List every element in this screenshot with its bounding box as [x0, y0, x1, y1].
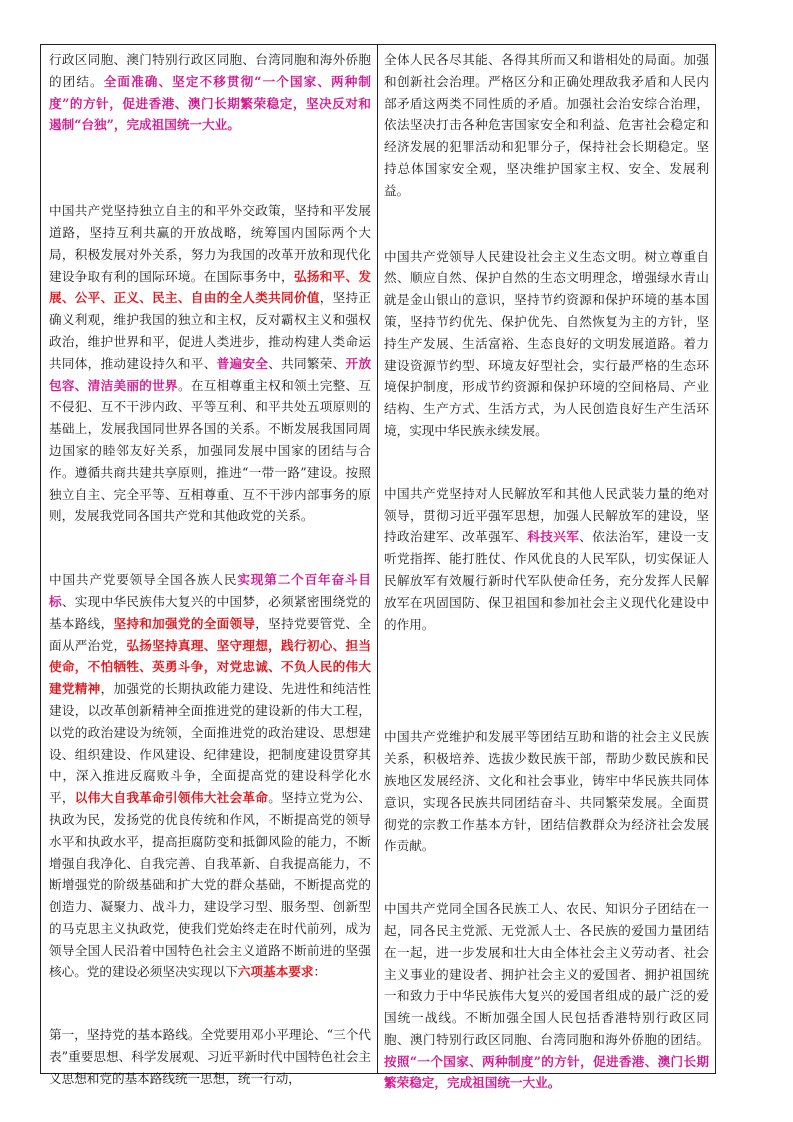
highlighted-text: 坚持和加强党的全面领导 — [113, 615, 256, 631]
paragraph — [49, 49, 371, 136]
paragraph — [384, 246, 709, 442]
highlighted-text: 科技兴军 — [527, 529, 580, 545]
highlighted-text: 按照“一个国家、两种制度”的方针，促进香港、澳门长期繁荣稳定，完成祖国统一大业。 — [384, 1053, 709, 1091]
paragraph — [49, 569, 371, 983]
highlighted-text: 普遍安全 — [216, 355, 269, 371]
body-text: 。在互相尊重主权和领土完整、互不侵犯、互不干涉内政、平等互利、和平共处五项原则的基础上，发展我国同世界各国的关系。不断发展我国同周边国家的睦邻友好关系，加强同发展中国家的团结与合作。遵循共商共建共享原则，推进“一带一路”建设。按照独立自主、完全平等、互相尊重、互不干涉内部事务的原则，发展我党同各国共产党和其他政党的关系。 — [49, 377, 372, 524]
highlighted-text: 全面准确、坚定不移贯彻“一个国家、两种制度”的方针，促进香港、澳门长期繁荣稳定，坚决反对和遏制“台独”，完成祖国统一大业。 — [49, 73, 372, 133]
highlighted-text: 的世界 — [139, 377, 178, 393]
body-text: 中国共产党坚持独立自主的和平外交政策，坚持和平发展道路，坚持互利共赢的开放战略，统筹国内国际两个大局，积极发展对外关系，努力为我国的改革开放和现代化建设争取有利的国际环境。在国际事务中， — [49, 203, 371, 284]
highlighted-text: 六项基本要求 — [237, 964, 314, 980]
body-text: 行政区同胞、澳门特别行政区同胞、台湾同胞和海外侨胞的团结。 — [49, 52, 371, 89]
document-two-column-table — [40, 44, 716, 1091]
body-text: ，坚持正确义利观，维护我国的独立和主权，反对霸权主义和强权政治，维护世界和平，促进人类进步，推动构建人类命运共同体，推动建设持久和平、 — [49, 290, 372, 371]
body-text: 、实现中华民族伟大复兴的中国梦，必须紧密围绕党的基本路线， — [49, 593, 372, 631]
body-text: ： — [313, 964, 327, 980]
paragraph — [384, 483, 709, 636]
paragraph — [384, 898, 709, 1094]
body-text: 中国共产党同全国各民族工人、农民、知识分子团结在一起，同各民主党派、无党派人士、各民族的爱国力量团结在一起，进一步发展和壮大由全体社会主义劳动者、社会主义事业的建设者、拥护社会主义的爱国者、拥护祖国统一和致力于中华民族伟大复兴的爱国者组成的最广泛的爱国统一战线。不断加强全国人民包括香港特别行政区同胞、澳门特别行政区同胞、台湾同胞和海外侨胞的团结。 — [384, 901, 709, 1047]
left-column — [41, 45, 378, 1086]
body-text: ，坚持党要管党、全面从严治党， — [49, 615, 372, 653]
spacer — [49, 136, 371, 200]
highlighted-text: 弘扬和平、发展、公平、正义、民主、自由的全人类共同价值 — [49, 268, 372, 306]
highlighted-text: 实现第二个百年奋斗目标 — [49, 572, 372, 609]
paragraph — [384, 49, 709, 202]
spacer — [384, 635, 709, 726]
paragraph — [384, 726, 709, 857]
body-text: 、依法治军，建设一支听党指挥、能打胜仗、作风优良的人民军队，切实保证人民解放军有效履行新时代军队使命任务，充分发挥人民解放军在巩固国防、保卫祖国和参加社会主义现代化建设中的作用。 — [384, 529, 710, 632]
highlighted-text: 开放包容、清洁美丽 — [49, 355, 372, 393]
body-text: 。坚持立党为公、执政为民，发扬党的优良传统和作风，不断提高党的领导水平和执政水平，提高拒腐防变和抵御风险的能力，不断增强自我净化、自我完善、自我革新、自我提高能力，不断增强党的阶级基础和扩大党的群众基础，不断提高党的创造力、凝聚力、战斗力，建设学习型、服务型、创新型的马克思主义执政党，使我们党始终走在时代前列，成为领导全国人民沿着中国特色社会主义道路不断前进的坚强核心。党的建设必须坚决实现以下 — [49, 790, 372, 980]
spacer — [384, 857, 709, 898]
body-text: 、共同繁荣、 — [268, 355, 346, 371]
spacer — [49, 983, 371, 1024]
body-text: 中国共产党领导人民建设社会主义生态文明。树立尊重自然、顺应自然、保护自然的生态文明理念，增强绿水青山就是金山银山的意识，坚持节约资源和保护环境的基本国策，坚持节约优先、保护优先、自然恢复为主的方针，坚持生产发展、生活富裕、生态良好的文明发展道路。着力建设资源节约型、环境友好型社会，实行最严格的生态环境保护制度，形成节约资源和保护环境的空间格局、产业结构、生产方式、生活方式，为人民创造良好生产生活环境，实现中华民族永续发展。 — [384, 248, 709, 438]
paragraph — [49, 1024, 371, 1089]
right-column — [378, 45, 715, 1091]
spacer — [49, 527, 371, 569]
paragraph — [49, 200, 371, 527]
highlighted-text: 弘扬坚持真理、坚守理想，践行初心、担当使命，不怕牺牲、英勇斗争，对党忠诚、不负人民的伟大建党精神 — [49, 637, 372, 697]
body-text: 中国共产党维护和发展平等团结互助和谐的社会主义民族关系，积极培养、选拔少数民族干部，帮助少数民族和民族地区发展经济、文化和社会事业，铸牢中华民族共同体意识，实现各民族共同团结奋斗、共同繁荣发展。全面贯彻党的宗教工作基本方针，团结信教群众为经济社会发展作贡献。 — [384, 729, 709, 854]
spacer — [384, 442, 709, 483]
spacer — [384, 202, 709, 246]
body-text: 中国共产党坚持对人民解放军和其他人民武装力量的绝对领导，贯彻习近平强军思想，加强人民解放军的建设，坚持政治建军、改革强军、 — [384, 485, 709, 545]
body-text: 中国共产党要领导全国各族人民 — [49, 572, 238, 588]
highlighted-text: 以伟大自我革命引领伟大社会革命 — [74, 790, 269, 806]
body-text: 第一，坚持党的基本路线。全党要用邓小平理论、“三个代表”重要思想、科学发展观、习近平新时代中国特色社会主义思想和党的基本路线统一思想，统一行动， — [49, 1027, 371, 1086]
body-text: 全体人民各尽其能、各得其所而又和谐相处的局面。加强和创新社会治理。严格区分和正确处理敌我矛盾和人民内部矛盾这两类不同性质的矛盾。加强社会治安综合治理，依法坚决打击各种危害国家安全和利益、危害社会稳定和经济发展的犯罪活动和犯罪分子，保持社会长期稳定。坚持总体国家安全观，坚决维护国家主权、安全、发展利益。 — [384, 52, 709, 198]
body-text: ，加强党的长期执政能力建设、先进性和纯洁性建设，以改革创新精神全面推进党的建设新的伟大工程，以党的政治建设为统领，全面推进党的政治建设、思想建设、组织建设、作风建设、纪律建设，把制度建设贯穿其中，深入推进反腐败斗争，全面提高党的建设科学化水平， — [49, 681, 372, 806]
